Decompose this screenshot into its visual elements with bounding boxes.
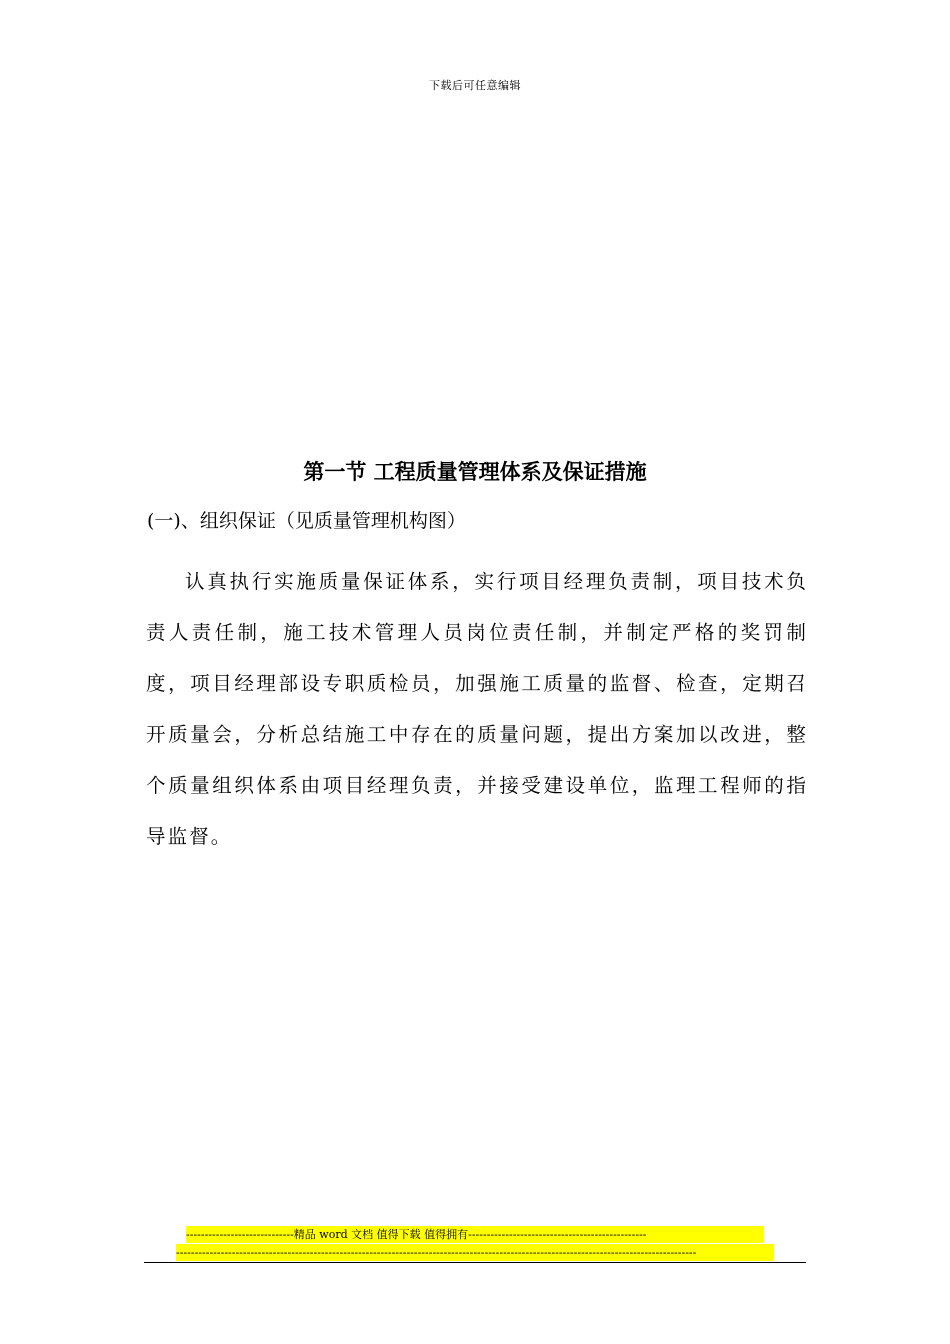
section-title: 第一节 工程质量管理体系及保证措施	[303, 460, 647, 484]
footer-highlight-line-2: --------------------------------------------------------------------------------------------------------------------------------------------	[176, 1244, 774, 1261]
body-paragraph: 认真执行实施质量保证体系，实行项目经理负责制，项目技术负责人责任制，施工技术管理人员岗位责任制，并制定严格的奖罚制度，项目经理部设专职质检员，加强施工质量的监督、检查，定期召开质量会，分析总结施工中存在的质量问题，提出方案加以改进，整个质量组织体系由项目经理负责，并接受建设单位，监理工程师的指导监督。	[146, 570, 808, 848]
page-header: 下载后可任意编辑	[429, 79, 521, 92]
section-subheading: (一)、组织保证（见质量管理机构图）	[147, 510, 466, 532]
footer-highlight-line-1: -----------------------------精品 word 文档 值得下载 值得拥有------------------------------------------------	[186, 1226, 764, 1243]
footer-divider	[144, 1262, 806, 1263]
